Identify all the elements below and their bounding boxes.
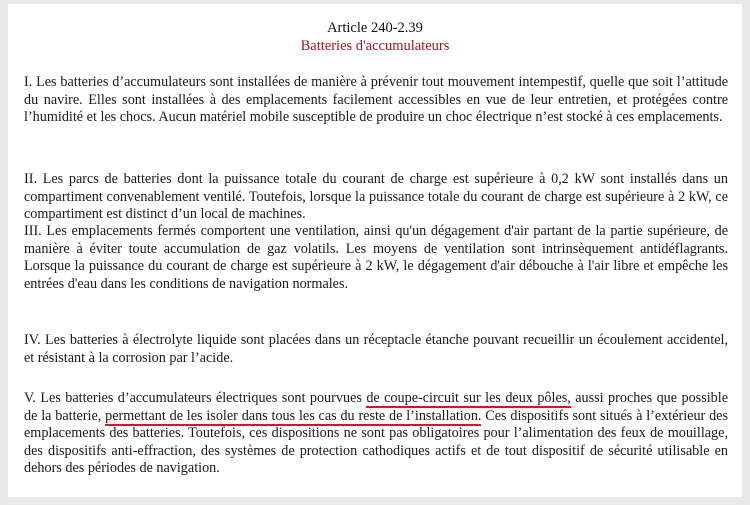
article-subtitle: Batteries d'accumulateurs bbox=[300, 38, 450, 54]
highlight-isolation: permettant de les isoler dans tous les cas du reste de l’installation. bbox=[105, 407, 482, 424]
highlight-coupe-circuit: de coupe-circuit sur les deux pôles, bbox=[366, 390, 571, 406]
article-title: Article 240-2.39 bbox=[327, 20, 423, 36]
paragraph-5-text-c: Ces dispositifs sont situés à l’extérieur des emplacements des batteries. Toutefois, ces dispositions ne sont pas obligatoires pour l’alimentation des feux de mouillage, des dispositifs anti-effraction, des systèmes de protection cathodiques actifs et de tout dispositif de sécurité utilisable en dehors des périodes de navigation. bbox=[24, 407, 728, 477]
paragraph-1: I. Les batteries d’accumulateurs sont installées de manière à prévenir tout mouvement intempestif, quelle que soit l’attitude du navire. Elles sont installées à des emplacements facilement accessibles en vue de leur entretien, et protégées contre l’humidité et les chocs. Aucun matériel mobile susceptible de produire un choc électrique n’est stocké à ces emplacements. bbox=[24, 74, 728, 126]
paragraph-5-text-b: aussi proches que possible de la batterie, bbox=[24, 390, 728, 424]
paragraph-5-text-a: V. Les batteries d’accumulateurs électriques sont pourvues bbox=[24, 390, 367, 406]
paragraph-2: II. Les parcs de batteries dont la puissance totale du courant de charge est supérieure à 0,2 kW sont installés dans un compartiment convenablement ventilé. Toutefois, lorsque la puissance totale du courant de charge est supérieure à 2 kW, ce compartiment est distinct d’un local de machines. bbox=[24, 171, 728, 223]
document-page bbox=[8, 4, 742, 497]
paragraph-4: IV. Les batteries à électrolyte liquide sont placées dans un réceptacle étanche pouvant recueillir un écoulement accidentel, et résistant à la corrosion par l’acide. bbox=[24, 332, 728, 366]
paragraph-3: III. Les emplacements fermés comportent une ventilation, ainsi qu'un dégagement d'air partant de la partie supérieure, de manière à éviter toute accumulation de gaz volatils. Les moyens de ventilation sont intrinsèquement antidéflagrants. Lorsque la puissance du courant de charge est supérieure à 2 kW, le dégagement d'air débouche à l'air libre et empêche les entrées d'eau dans les conditions de navigation normales. bbox=[24, 223, 728, 292]
paragraph-5 bbox=[24, 390, 728, 478]
